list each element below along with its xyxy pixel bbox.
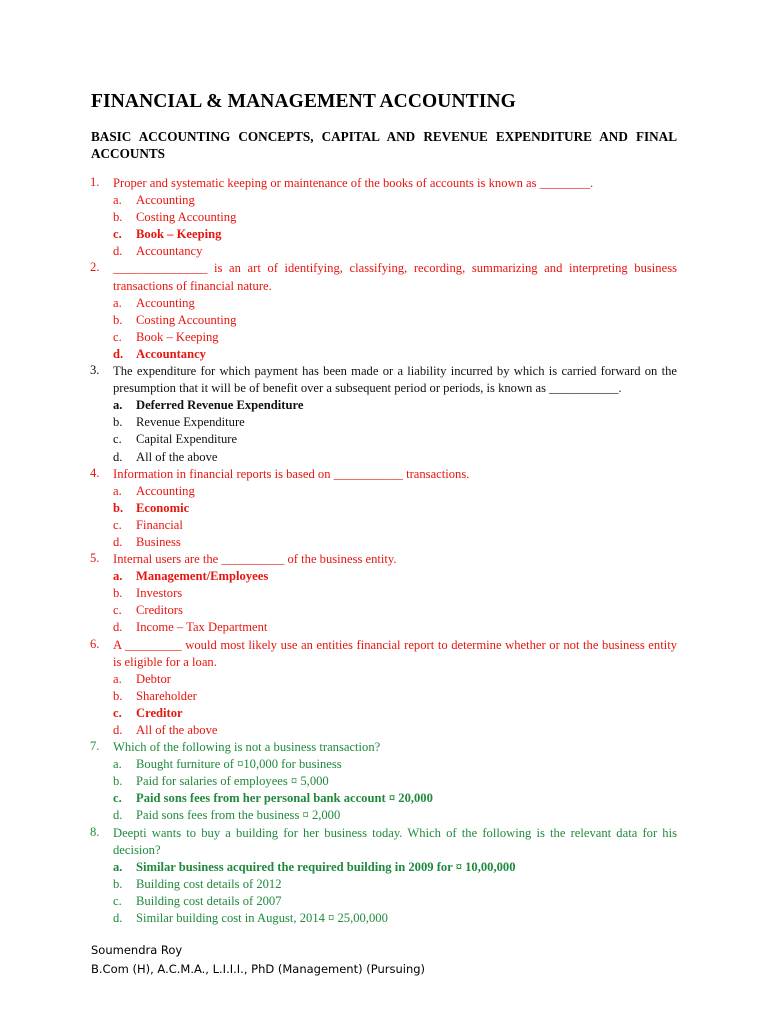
answer-option	[0, 773, 768, 790]
question-text: Internal users are the __________ of the business entity.	[113, 552, 397, 567]
question-number: 5.	[90, 551, 100, 566]
option-letter: a.	[113, 671, 122, 686]
question-number: 3.	[90, 363, 100, 378]
option-letter: b.	[113, 876, 123, 891]
question-text: The expenditure for which payment has been made or a liability incurred by which is carried forward on the presumption that it will be of benefit over a subsequent period or periods, is known as ___________.	[113, 364, 677, 396]
option-text: Management/Employees	[136, 569, 269, 584]
option-letter: c.	[113, 227, 122, 242]
option-letter: b.	[113, 774, 123, 789]
option-text: Income – Tax Department	[136, 620, 268, 635]
option-text: Accountancy	[136, 346, 206, 361]
option-text: Costing Accounting	[136, 312, 237, 327]
option-text: Financial	[136, 517, 183, 532]
answer-option	[0, 619, 768, 636]
option-letter: c.	[113, 603, 122, 618]
correct-answer-option	[0, 226, 768, 243]
question-text: _______________ is an art of identifying, classifying, recording, summarizing and interpreting business transactions of financial nature.	[113, 261, 677, 293]
option-letter: b.	[113, 210, 123, 225]
option-text: Book – Keeping	[136, 329, 219, 344]
option-text: Revenue Expenditure	[136, 415, 245, 430]
page-title: FINANCIAL & MANAGEMENT ACCOUNTING	[91, 91, 516, 112]
answer-option	[0, 209, 768, 226]
correct-answer-option	[0, 346, 768, 363]
question-item	[0, 466, 768, 551]
option-text: Business	[136, 534, 181, 549]
option-text: Deferred Revenue Expenditure	[136, 398, 304, 413]
question-item	[0, 260, 768, 363]
option-letter: d.	[113, 911, 123, 926]
correct-answer-option	[0, 500, 768, 517]
option-text: Building cost details of 2007	[136, 893, 282, 908]
option-text: Similar building cost in August, 2014 ¤ 25,00,000	[136, 911, 388, 926]
option-letter: c.	[113, 517, 122, 532]
option-text: Paid for salaries of employees ¤ 5,000	[136, 774, 329, 789]
answer-option	[0, 192, 768, 209]
option-letter: d.	[113, 620, 123, 635]
question-item	[0, 363, 768, 466]
option-letter: d.	[113, 244, 123, 259]
option-text: Debtor	[136, 671, 171, 686]
correct-answer-option	[0, 705, 768, 722]
option-text: Paid sons fees from her personal bank account ¤ 20,000	[136, 791, 433, 806]
option-letter: c.	[113, 705, 122, 720]
question-number: 1.	[90, 175, 100, 189]
question-item	[0, 551, 768, 636]
option-letter: b.	[113, 312, 123, 327]
question-number: 7.	[90, 739, 100, 754]
section-subtitle: BASIC ACCOUNTING CONCEPTS, CAPITAL AND REVENUE EXPENDITURE AND FINAL ACCOUNTS	[91, 129, 677, 161]
option-letter: b.	[113, 586, 123, 601]
answer-option	[0, 893, 768, 910]
option-letter: d.	[113, 723, 123, 737]
answer-option	[0, 312, 768, 329]
question-number: 6.	[90, 636, 100, 651]
option-letter: b.	[113, 500, 124, 515]
answer-option	[0, 483, 768, 500]
question-list	[0, 175, 768, 927]
answer-option	[0, 431, 768, 448]
answer-option	[0, 876, 768, 893]
question-text: Deepti wants to buy a building for her business today. Which of the following is the relevant data for his decision?	[113, 825, 677, 857]
question-text: Which of the following is not a business transaction?	[113, 740, 381, 755]
question-number: 8.	[90, 824, 100, 839]
author-name: Soumendra Roy	[91, 943, 183, 957]
question-text: Proper and systematic keeping or maintenance of the books of accounts is known as ________.	[113, 176, 594, 190]
option-text: Building cost details of 2012	[136, 876, 282, 891]
question-item	[0, 739, 768, 824]
answer-option	[0, 688, 768, 705]
option-letter: b.	[113, 415, 123, 430]
option-text: All of the above	[136, 449, 218, 464]
option-letter: c.	[113, 432, 122, 447]
question-number: 4.	[90, 465, 100, 480]
correct-answer-option	[0, 568, 768, 585]
option-letter: c.	[113, 791, 122, 806]
answer-option	[0, 756, 768, 773]
option-letter: a.	[113, 398, 123, 413]
option-text: Economic	[136, 500, 190, 515]
option-letter: d.	[113, 449, 123, 464]
option-text: All of the above	[136, 723, 218, 737]
option-letter: a.	[113, 569, 123, 584]
option-text: Book – Keeping	[136, 227, 222, 242]
option-letter: d.	[113, 534, 123, 549]
option-text: Bought furniture of ¤10,000 for business	[136, 757, 342, 772]
correct-answer-option	[0, 790, 768, 807]
option-letter: a.	[113, 483, 122, 498]
option-text: Accountancy	[136, 244, 203, 259]
answer-option	[0, 910, 768, 927]
option-text: Shareholder	[136, 688, 197, 703]
answer-option	[0, 534, 768, 551]
answer-option	[0, 671, 768, 688]
question-item	[0, 637, 768, 740]
option-letter: d.	[113, 808, 123, 823]
option-letter: d.	[113, 346, 124, 361]
answer-option	[0, 329, 768, 346]
option-text: Accounting	[136, 193, 195, 208]
option-letter: a.	[113, 859, 123, 874]
answer-option	[0, 602, 768, 619]
author-credentials: B.Com (H), A.C.M.A., L.I.I.I., PhD (Management) (Pursuing)	[91, 962, 426, 976]
correct-answer-option	[0, 397, 768, 414]
question-item	[0, 175, 768, 260]
option-text: Accounting	[136, 295, 195, 310]
option-letter: a.	[113, 757, 122, 772]
option-letter: a.	[113, 193, 122, 208]
option-text: Costing Accounting	[136, 210, 237, 225]
answer-option	[0, 722, 768, 739]
correct-answer-option	[0, 859, 768, 876]
answer-option	[0, 243, 768, 260]
option-text: Creditors	[136, 603, 183, 618]
option-text: Creditor	[136, 705, 183, 720]
answer-option	[0, 414, 768, 431]
question-text: A _________ would most likely use an entities financial report to determine whether or not the business entity is eligible for a loan.	[113, 637, 677, 669]
option-letter: a.	[113, 295, 122, 310]
answer-option	[0, 449, 768, 466]
answer-option	[0, 807, 768, 824]
answer-option	[0, 295, 768, 312]
option-text: Investors	[136, 586, 183, 601]
answer-option	[0, 585, 768, 602]
question-item	[0, 825, 768, 928]
option-text: Similar business acquired the required building in 2009 for ¤ 10,00,000	[136, 859, 516, 874]
option-text: Accounting	[136, 483, 195, 498]
option-text: Capital Expenditure	[136, 432, 238, 447]
option-letter: c.	[113, 329, 122, 344]
question-number: 2.	[90, 260, 100, 275]
option-letter: b.	[113, 688, 123, 703]
question-text: Information in financial reports is based on ___________ transactions.	[113, 466, 470, 481]
option-letter: c.	[113, 893, 122, 908]
option-text: Paid sons fees from the business ¤ 2,000	[136, 808, 341, 823]
answer-option	[0, 517, 768, 534]
